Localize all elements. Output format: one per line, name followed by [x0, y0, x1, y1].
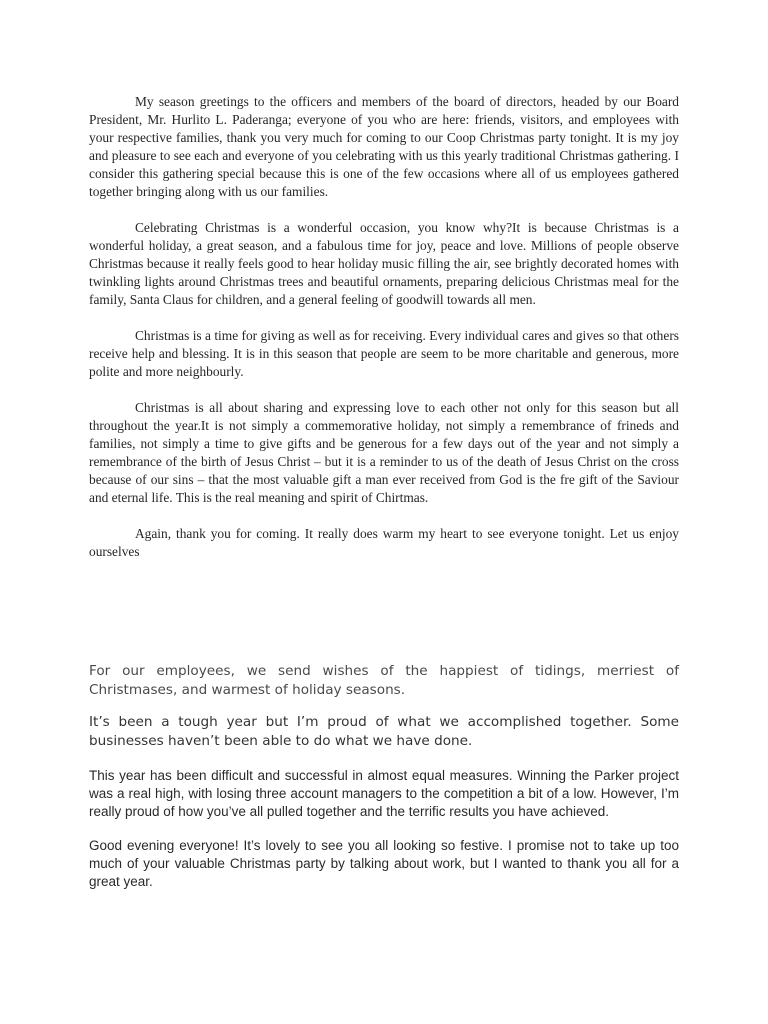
speech-paragraph-giving: Christmas is a time for giving as well as for receiving. Every individual cares and gives so that others receive help and blessing. It is in this season that people are seem to be more charitable and generous, more polite and more neighbourly.	[89, 328, 679, 379]
speech-paragraph-closing: Again, thank you for coming. It really does warm my heart to see everyone tonight. Let us enjoy ourselves	[89, 526, 679, 559]
speech-paragraph-celebrating: Celebrating Christmas is a wonderful occasion, you know why?It is because Christmas is a wonderful holiday, a great season, and a fabulous time for joy, peace and love. Millions of people observe Christmas because it really feels good to hear holiday music filling the air, see brightly decorated homes with twinkling lights around Christmas trees and beautiful ornaments, preparing delicious Christmas meal for the family, Santa Claus for children, and a general feeling of goodwill towards all men.	[89, 220, 679, 307]
wishes-good-evening: Good evening everyone! It’s lovely to see you all looking so festive. I promise not to take up too much of your valuable Christmas party by talking about work, but I wanted to thank you all for a great year.	[89, 838, 679, 889]
wishes-tough-year: It’s been a tough year but I’m proud of what we accomplished together. Some businesses haven’t been able to do what we have done.	[89, 714, 679, 749]
speech-body	[89, 93, 679, 579]
wishes-difficult-year: This year has been difficult and successful in almost equal measures. Winning the Parker project was a real high, with losing three account managers to the competition a bit of a low. However, I’m really proud of how you’ve all pulled together and the terrific results you have achieved.	[89, 768, 679, 819]
wishes-employees: For our employees, we send wishes of the happiest of tidings, merriest of Christmases, and warmest of holiday seasons.	[89, 663, 679, 698]
speech-paragraph-greetings: My season greetings to the officers and members of the board of directors, headed by our Board President, Mr. Hurlito L. Paderanga; everyone of you who are here: friends, visitors, and employees with your respective families, thank you very much for coming to our Coop Christmas party tonight. It is my joy and pleasure to see each and everyone of you celebrating with us this yearly traditional Christmas gathering. I consider this gathering special because this is one of the few occasions where all of us employees gathered together bringing along with us our families.	[89, 94, 679, 199]
wishes-section	[89, 662, 679, 891]
speech-paragraph-sharing: Christmas is all about sharing and expressing love to each other not only for this season but all throughout the year.It is not simply a commemorative holiday, not simply a remembrance of frineds and families, not simply a time to give gifts and be generous for a few days out of the year and not simply a remembrance of the birth of Jesus Christ – but it is a reminder to us of the death of Jesus Christ on the cross because of our sins – that the most valuable gift a man ever received from God is the fre gift of the Saviour and eternal life. This is the real meaning and spirit of Chirtmas.	[89, 400, 679, 505]
